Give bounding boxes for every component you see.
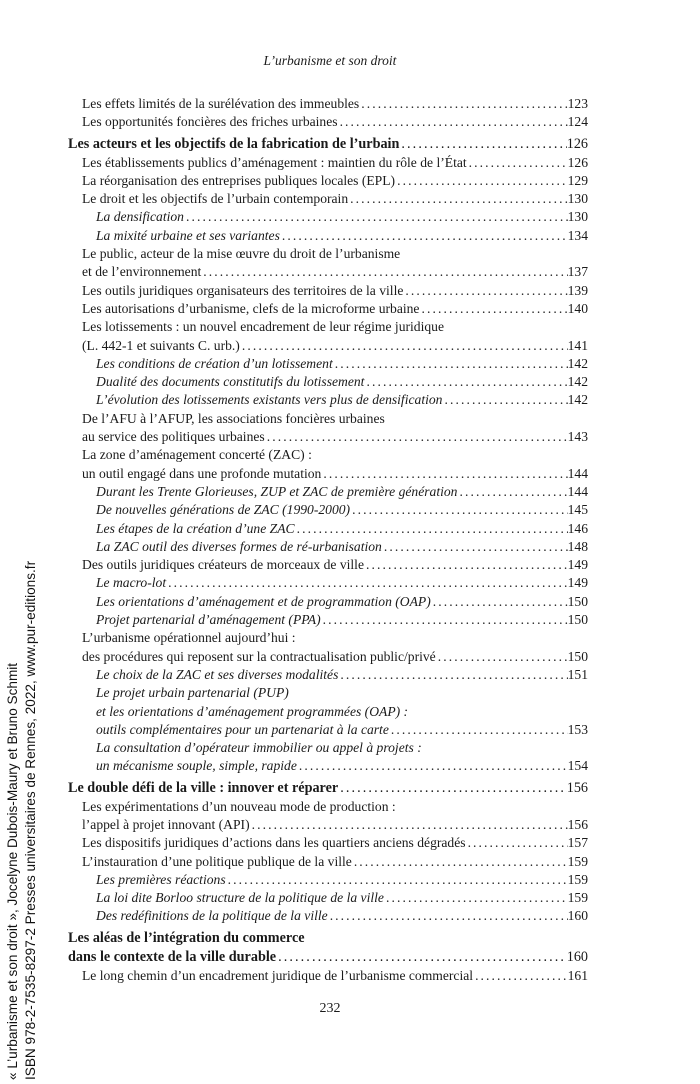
- dot-leader: [166, 574, 568, 592]
- dot-leader: [328, 907, 568, 925]
- toc-page-number: 149: [567, 557, 588, 573]
- toc-entry: [68, 355, 588, 373]
- toc-section-entry: [68, 135, 588, 154]
- toc-entry-title: Dualité des documents constitutifs du lotissement: [96, 374, 365, 390]
- side-copyright-notice: [0, 130, 48, 1080]
- toc-page-number: 126: [567, 154, 588, 170]
- toc-page-number: 143: [567, 429, 588, 445]
- toc-entry-line: [82, 263, 588, 281]
- toc-entry-line: [82, 465, 588, 483]
- toc-entry-line: [82, 629, 588, 647]
- toc-page-number: 130: [567, 191, 588, 207]
- toc-entry-line: [82, 245, 588, 263]
- dot-leader: [352, 853, 568, 871]
- toc-entry: [68, 113, 588, 131]
- toc-entry-line: [96, 611, 588, 629]
- toc-entry-line: [96, 355, 588, 373]
- toc-entry-title: La réorganisation des entreprises publiques locales (EPL): [82, 172, 396, 188]
- toc-page-number: 156: [566, 779, 588, 796]
- toc-entry: [68, 446, 588, 483]
- dot-leader: [399, 135, 566, 154]
- toc-entry-line: [96, 574, 588, 592]
- toc-entry: [68, 853, 588, 871]
- toc-entry-title: Le macro-lot: [96, 575, 167, 591]
- toc-entry-line: [82, 95, 588, 113]
- side-notice-line-1: « L’urbanisme et son droit », Jocelyne Dubois-Maury et Bruno Schmit: [5, 662, 20, 1080]
- toc-entry-title: Le public, acteur de la mise œuvre du droit de l’urbanisme: [82, 246, 401, 262]
- dot-leader: [364, 373, 567, 391]
- toc-entry-line: [68, 929, 588, 948]
- toc-entry: [68, 907, 588, 925]
- toc-entry-title: au service des politiques urbaines: [82, 429, 265, 445]
- toc-page-number: 151: [567, 666, 588, 682]
- dot-leader: [395, 172, 568, 190]
- toc-entry-line: [96, 501, 588, 519]
- dot-leader: [265, 428, 568, 446]
- dot-leader: [389, 721, 568, 739]
- toc-entry-title: Des redéfinitions de la politique de la ville: [96, 908, 328, 924]
- toc-page-number: 160: [566, 948, 588, 965]
- toc-entry-title: et de l’environnement: [82, 264, 202, 280]
- toc-entry-line: [82, 853, 588, 871]
- toc-entry: [68, 154, 588, 172]
- toc-entry-line: [82, 428, 588, 446]
- toc-page-number: 144: [567, 465, 588, 481]
- toc-entry-line: [82, 798, 588, 816]
- toc-entry-title: Les effets limités de la surélévation des immeubles: [82, 96, 360, 111]
- toc-page-number: 156: [567, 816, 588, 832]
- toc-section-entry: [68, 929, 588, 967]
- running-header: L’urbanisme et son droit: [263, 53, 397, 68]
- toc-entry-line: [82, 282, 588, 300]
- toc-entry: [68, 245, 588, 282]
- toc-entry-line: [96, 520, 588, 538]
- toc-entry: [68, 483, 588, 501]
- toc-page-number: 159: [567, 853, 588, 869]
- dot-leader: [226, 871, 568, 889]
- toc-entry-title: La densification: [96, 209, 184, 225]
- toc-entry-line: [82, 556, 588, 574]
- toc-entry: [68, 318, 588, 355]
- toc-page-number: 129: [567, 172, 588, 188]
- dot-leader: [184, 208, 568, 226]
- toc-entry-line: [68, 135, 588, 154]
- dot-leader: [419, 300, 567, 318]
- toc-page-number: 153: [567, 721, 588, 737]
- toc-entry-line: [96, 227, 588, 245]
- dot-leader: [473, 967, 568, 985]
- toc-entry: [68, 739, 588, 776]
- dot-leader: [350, 501, 568, 519]
- toc-entry-line: [82, 648, 588, 666]
- page-number: 232: [319, 1001, 341, 1016]
- toc-entry-line: [96, 889, 588, 907]
- toc-entry-title: Les acteurs et les objectifs de la fabrication de l’urbain: [68, 135, 400, 152]
- toc-entry: [68, 95, 588, 113]
- toc-entry: [68, 373, 588, 391]
- toc-entry: [68, 629, 588, 666]
- toc-entry-title: un outil engagé dans une profonde mutation: [82, 465, 322, 481]
- toc-entry-line: [82, 113, 588, 131]
- toc-entry-title: La loi dite Borloo structure de la politique de la ville: [96, 890, 384, 906]
- toc-entry-line: [82, 154, 588, 172]
- toc-entry-title: des procédures qui reposent sur la contractualisation public/privé: [82, 648, 436, 664]
- toc-page-number: 140: [567, 300, 588, 316]
- toc-entry: [68, 538, 588, 556]
- toc-page-number: 160: [567, 908, 588, 924]
- toc-entry-line: [96, 871, 588, 889]
- toc-entry: [68, 520, 588, 538]
- dot-leader: [338, 113, 568, 131]
- toc-page-number: 149: [567, 575, 588, 591]
- toc-entry-title: Le projet urbain partenarial (PUP): [96, 685, 289, 701]
- toc-entry-line: [96, 703, 588, 721]
- toc-entry-title: Les aléas de l’intégration du commerce: [68, 929, 305, 946]
- toc-page-number: 150: [567, 612, 588, 628]
- dot-leader: [457, 483, 567, 501]
- toc-entry-line: [82, 446, 588, 464]
- toc-page-number: 159: [567, 871, 588, 887]
- toc-entry: [68, 227, 588, 245]
- toc-page-number: 157: [567, 835, 588, 851]
- toc-entry-title: Des outils juridiques créateurs de morceaux de ville: [82, 557, 364, 573]
- toc-entry-title: Les lotissements : un nouvel encadrement de leur régime juridique: [82, 319, 445, 335]
- toc-entry: [68, 593, 588, 611]
- toc-entry: [68, 410, 588, 447]
- toc-page-number: 139: [567, 282, 588, 298]
- toc-entry-title: (L. 442-1 et suivants C. urb.): [82, 337, 240, 353]
- toc-page-number: 124: [567, 114, 588, 130]
- toc-entry: [68, 190, 588, 208]
- toc-entry-title: L’urbanisme opérationnel aujourd’hui :: [82, 630, 296, 646]
- toc-page-number: 137: [567, 264, 588, 280]
- dot-leader: [201, 263, 567, 281]
- toc-entry: [68, 208, 588, 226]
- dot-leader: [384, 889, 568, 907]
- dot-leader: [436, 648, 568, 666]
- toc-entry: [68, 172, 588, 190]
- toc-entry-line: [82, 967, 588, 985]
- dot-leader: [321, 465, 567, 483]
- toc-page-number: 146: [567, 520, 588, 536]
- dot-leader: [403, 282, 567, 300]
- toc-entry-title: La consultation d’opérateur immobilier ou appel à projets :: [96, 740, 422, 756]
- toc-entry-line: [96, 739, 588, 757]
- toc-entry: [68, 798, 588, 835]
- dot-leader: [338, 666, 567, 684]
- toc-entry-line: [96, 757, 588, 775]
- toc-page-number: 134: [567, 227, 588, 243]
- dot-leader: [321, 611, 568, 629]
- toc-entry-line: [96, 208, 588, 226]
- toc-entry-line: [96, 593, 588, 611]
- dot-leader: [240, 337, 568, 355]
- toc-page-number: 154: [567, 758, 588, 774]
- toc-entry-title: Les orientations d’aménagement et de programmation (OAP): [96, 593, 431, 609]
- toc-entry-line: [68, 948, 588, 967]
- toc-entry-title: L’instauration d’une politique publique de la ville: [82, 853, 352, 869]
- dot-leader: [348, 190, 567, 208]
- toc-entry: [68, 889, 588, 907]
- dot-leader: [297, 757, 568, 775]
- toc-page-number: 150: [567, 593, 588, 609]
- toc-page-number: 141: [567, 337, 588, 353]
- toc-entry-line: [82, 410, 588, 428]
- toc-entry-title: Le droit et les objectifs de l’urbain contemporain: [82, 191, 349, 207]
- toc-page-number: 130: [567, 209, 588, 225]
- toc-entry-line: [96, 538, 588, 556]
- toc-entry-title: Durant les Trente Glorieuses, ZUP et ZAC de première génération: [96, 483, 458, 499]
- toc-entry-title: Les étapes de la création d’une ZAC: [96, 520, 295, 536]
- toc-entry-title: Les conditions de création d’un lotissement: [96, 355, 333, 371]
- toc-entry-line: [96, 907, 588, 925]
- dot-leader: [431, 593, 568, 611]
- toc-entry-title: De nouvelles générations de ZAC (1990-2000): [96, 502, 351, 518]
- toc-entry-line: [82, 190, 588, 208]
- toc-entry-title: La ZAC outil des diverses formes de ré-urbanisation: [96, 538, 382, 554]
- dot-leader: [382, 538, 568, 556]
- dot-leader: [295, 520, 568, 538]
- toc-entry-line: [82, 172, 588, 190]
- toc-page-number: 148: [567, 538, 588, 554]
- toc-entry-line: [96, 666, 588, 684]
- toc-entry-line: [82, 337, 588, 355]
- toc-entry-title: Les dispositifs juridiques d’actions dans les quartiers anciens dégradés: [82, 835, 466, 851]
- side-notice-line-2: ISBN 978-2-7535-8297-2 Presses universitaires de Rennes, 2022, www.pur-editions.fr: [23, 560, 38, 1080]
- toc-page-number: 126: [566, 135, 588, 152]
- toc-entry-line: [82, 834, 588, 852]
- toc-entry-title: Les autorisations d’urbanisme, clefs de la microforme urbaine: [82, 300, 420, 316]
- toc-page-number: 142: [567, 392, 588, 408]
- toc-section-entry: [68, 779, 588, 798]
- toc-entry-title: outils complémentaires pour un partenariat à la carte: [96, 721, 389, 737]
- toc-entry-line: [96, 373, 588, 391]
- toc-entry: [68, 684, 588, 739]
- dot-leader: [250, 816, 568, 834]
- toc-entry: [68, 282, 588, 300]
- toc-entry-title: dans le contexte de la ville durable: [68, 948, 277, 965]
- toc-entry-line: [82, 318, 588, 336]
- toc-entry-title: Projet partenarial d’aménagement (PPA): [96, 612, 321, 628]
- toc-entry-line: [68, 779, 588, 798]
- toc-entry-title: Les établissements publics d’aménagement : maintien du rôle de l’État: [82, 154, 467, 170]
- toc-entry-title: La mixité urbaine et ses variantes: [96, 227, 280, 243]
- toc-page-number: 159: [567, 890, 588, 906]
- toc-page-number: 150: [567, 648, 588, 664]
- toc-entry-line: [82, 300, 588, 318]
- toc-entry: [68, 871, 588, 889]
- toc-entry: [68, 666, 588, 684]
- toc-entry-line: [82, 816, 588, 834]
- toc-entry: [68, 611, 588, 629]
- toc-entry-line: [96, 391, 588, 409]
- toc-entry-title: L’évolution des lotissements existants vers plus de densification: [96, 392, 443, 408]
- toc-page-number: 123: [567, 96, 588, 111]
- toc-entry-title: un mécanisme souple, simple, rapide: [96, 758, 297, 774]
- dot-leader: [364, 556, 568, 574]
- toc-entry: [68, 834, 588, 852]
- toc-page-number: 142: [567, 355, 588, 371]
- toc-entry: [68, 556, 588, 574]
- toc-entry-title: et les orientations d’aménagement programmées (OAP) :: [96, 703, 409, 719]
- toc-entry: [68, 391, 588, 409]
- toc-entry-title: Les opportunités foncières des friches urbaines: [82, 114, 338, 130]
- dot-leader: [280, 227, 568, 245]
- dot-leader: [276, 948, 567, 967]
- toc-entry: [68, 300, 588, 318]
- dot-leader: [359, 95, 567, 113]
- dot-leader: [467, 154, 568, 172]
- toc-page-number: 142: [567, 374, 588, 390]
- toc-entry-title: Le double défi de la ville : innover et réparer: [68, 779, 339, 796]
- toc-page-number: 145: [567, 502, 588, 518]
- toc-entry-title: Les premières réactions: [96, 871, 226, 887]
- toc-entry: [68, 967, 588, 985]
- table-of-contents: [68, 95, 588, 985]
- toc-entry-title: Le choix de la ZAC et ses diverses modalités: [96, 666, 339, 682]
- dot-leader: [333, 355, 568, 373]
- toc-entry-title: Les outils juridiques organisateurs des territoires de la ville: [82, 282, 404, 298]
- dot-leader: [466, 834, 568, 852]
- toc-entry-title: l’appel à projet innovant (API): [82, 816, 250, 832]
- dot-leader: [442, 391, 567, 409]
- toc-entry-title: Le long chemin d’un encadrement juridique de l’urbanisme commercial: [82, 967, 474, 983]
- toc-entry-title: La zone d’aménagement concerté (ZAC) :: [82, 447, 312, 463]
- toc-entry-title: Les expérimentations d’un nouveau mode de production :: [82, 798, 396, 814]
- toc-entry-title: De l’AFU à l’AFUP, les associations foncières urbaines: [82, 410, 385, 426]
- toc-page-number: 144: [567, 483, 588, 499]
- toc-entry-line: [96, 684, 588, 702]
- dot-leader: [338, 779, 567, 798]
- toc-page-number: 161: [567, 967, 588, 983]
- toc-entry: [68, 574, 588, 592]
- toc-entry-line: [96, 721, 588, 739]
- toc-entry-line: [96, 483, 588, 501]
- toc-entry: [68, 501, 588, 519]
